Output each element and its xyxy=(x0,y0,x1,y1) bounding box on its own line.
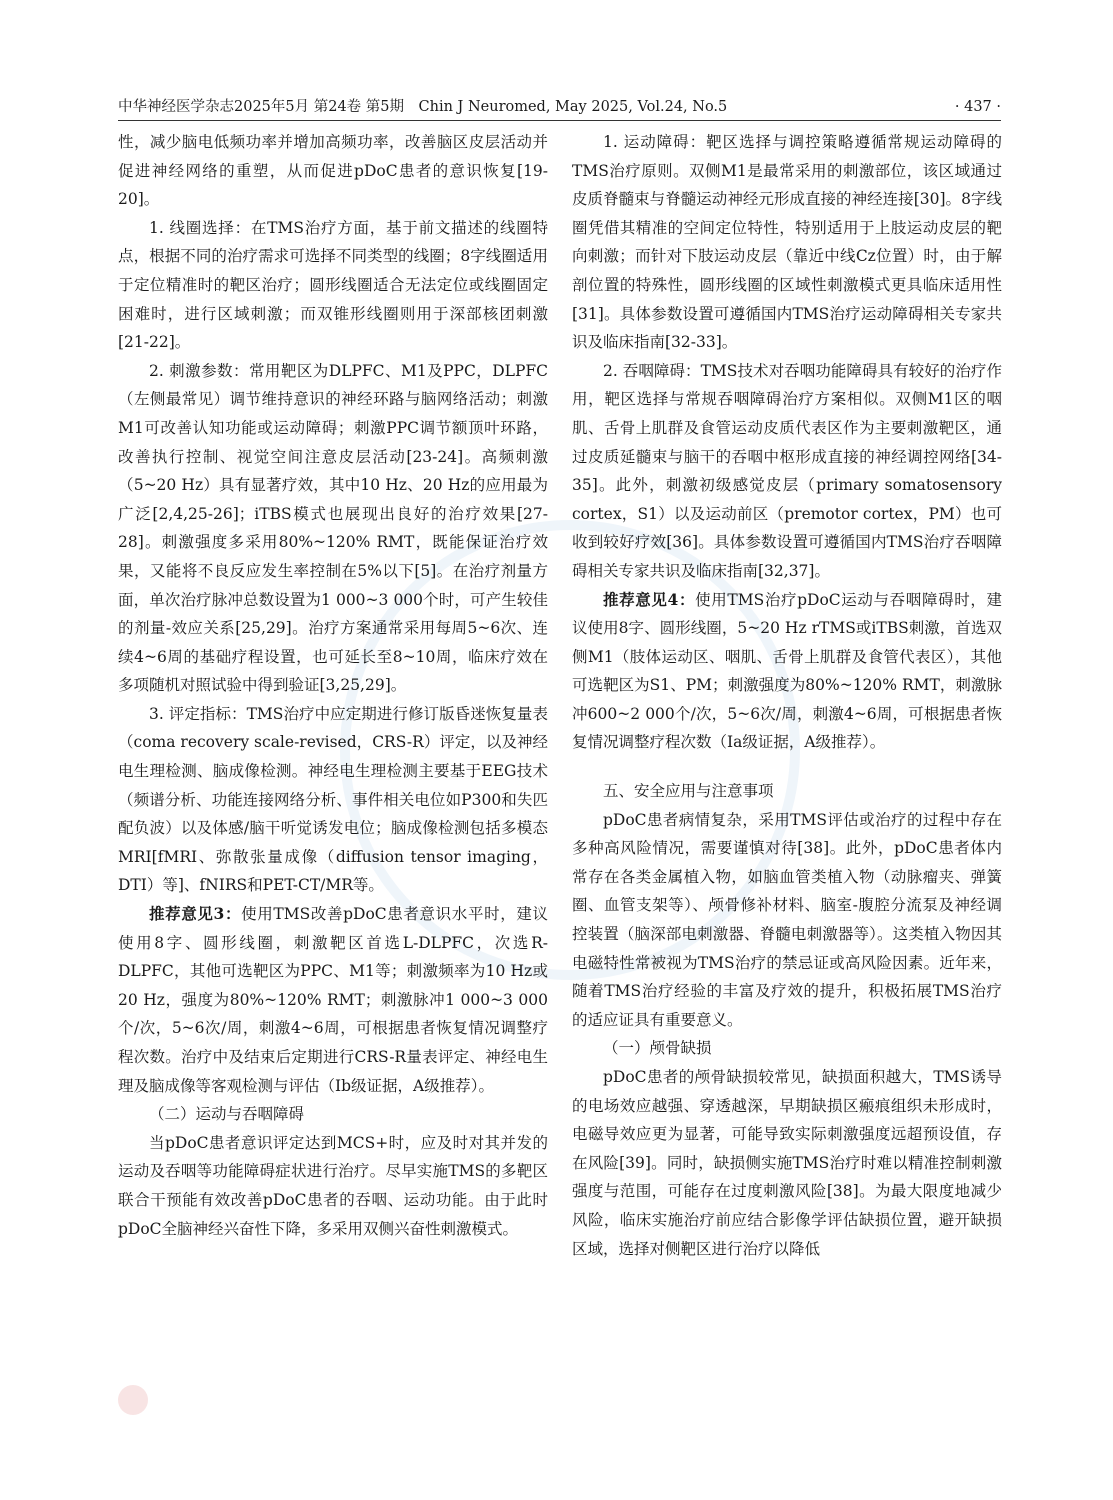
paragraph: 1. 线圈选择：在TMS治疗方面，基于前文描述的线圈特点，根据不同的治疗需求可选择不同类型的线圈；8字线圈适用于定位精准时的靶区治疗；圆形线圈适合无法定位或线圈固定困难时，进行区域刺激；而双锥形线圈则用于深部核团刺激[21-22]。 xyxy=(118,218,548,352)
right-column xyxy=(572,128,1002,1263)
recommendation-label: 推荐意见4： xyxy=(603,589,696,609)
journal-citation: 中华神经医学杂志2025年5月 第24卷 第5期 Chin J Neuromed, May 2025, Vol.24, No.5 xyxy=(118,99,728,115)
paragraph: pDoC患者病情复杂，采用TMS评估或治疗的过程中存在多种高风险情况，需要谨慎对待[38]。此外，pDoC患者体内常存在各类金属植入物，如脑血管类植入物（动脉瘤夹、弹簧圈、血管支架等）、颅骨修补材料、脑室-腹腔分流泵及神经调控装置（脑深部电刺激器、脊髓电刺激器等）。这类植入物因其电磁特性常被视为TMS治疗的禁忌证或高风险因素。近年来，随着TMS治疗经验的丰富及疗效的提升，积极拓展TMS治疗的适应证具有重要意义。 xyxy=(572,810,1002,1029)
running-header xyxy=(118,96,1001,121)
subsection-heading: （二）运动与吞咽障碍 xyxy=(149,1105,305,1124)
paragraph: 2. 刺激参数：常用靶区为DLPFC、M1及PPC，DLPFC（左侧最常见）调节维持意识的神经环路与脑网络活动；刺激M1可改善认知功能或运动障碍；刺激PPC调节额顶叶环路，改善执行控制、视觉空间注意皮层活动[23-24]。高频刺激（5~20 Hz）具有显著疗效，其中10 Hz、20 Hz的应用最为广泛[2,4,25-26]；iTBS模式也展现出良好的治疗效果[27-28]。刺激强度多采用80%~120% RMT，既能保证治疗效果，又能将不良反应发生率控制在5%以下[5]。在治疗剂量方面，单次治疗脉冲总数设置为1 000~3 000个时，可产生较佳的剂量-效应关系[25,29]。治疗方案通常采用每周5~6次、连续4~6周的基础疗程设置，也可延长至8~10周，临床疗效在多项随机对照试验中得到验证[3,25,29]。 xyxy=(118,361,548,695)
recommendation-3 xyxy=(118,900,548,1100)
paragraph: 性，减少脑电低频功率并增加高频功率，改善脑区皮层活动并促进神经网络的重塑，从而促进pDoC患者的意识恢复[19-20]。 xyxy=(118,133,548,209)
section-heading: 五、安全应用与注意事项 xyxy=(603,782,774,801)
publisher-logo xyxy=(118,1385,148,1415)
paragraph: 当pDoC患者意识评定达到MCS+时，应及时对其并发的运动及吞咽等功能障碍症状进行治疗。尽早实施TMS的多靶区联合干预能有效改善pDoC患者的吞咽、运动功能。由于此时pDoC全脑神经兴奋性下降，多采用双侧兴奋性刺激模式。 xyxy=(118,1133,548,1238)
recommendation-4 xyxy=(572,586,1002,758)
paragraph: pDoC患者的颅骨缺损较常见，缺损面积越大，TMS诱导的电场效应越强、穿透越深，早期缺损区瘢痕组织未形成时，电磁导效应更为显著，可能导致实际刺激强度远超预设值，存在风险[39]。同时，缺损侧实施TMS治疗时难以精准控制刺激强度与范围，可能存在过度刺激风险[38]。为最大限度地减少风险，临床实施治疗前应结合影像学评估缺损位置，避开缺损区域，选择对侧靶区进行治疗以降低 xyxy=(572,1068,1002,1258)
paragraph: 1. 运动障碍：靶区选择与调控策略遵循常规运动障碍的TMS治疗原则。双侧M1是最常采用的刺激部位，该区域通过皮质脊髓束与脊髓运动神经元形成直接的神经连接[30]。8字线圈凭借其精准的空间定位特性，特别适用于上肢运动皮层的靶向刺激；而针对下肢运动皮层（靠近中线Cz位置）时，由于解剖位置的特殊性，圆形线圈的区域性刺激模式更具临床适用性[31]。具体参数设置可遵循国内TMS治疗运动障碍相关专家共识及临床指南[32-33]。 xyxy=(572,133,1002,352)
paragraph: 3. 评定指标：TMS治疗中应定期进行修订版昏迷恢复量表（coma recovery scale-revised，CRS-R）评定，以及神经电生理检测、脑成像检测。神经电生理检测主要基于EEG技术（频谱分析、功能连接网络分析、事件相关电位如P300和失匹配负波）以及体感/脑干听觉诱发电位；脑成像检测包括多模态MRI[fMRI、弥散张量成像（diffusion tensor imaging，DTI）等]、fNIRS和PET-CT/MR等。 xyxy=(118,704,548,895)
left-column xyxy=(118,128,548,1243)
recommendation-text: 使用TMS治疗pDoC运动与吞咽障碍时，建议使用8字、圆形线圈，5~20 Hz rTMS或iTBS刺激，首选双侧M1（肢体运动区、咽肌、舌骨上肌群及食管代表区），其他可选靶区为S1、PM；刺激强度为80%~120% RMT，刺激脉冲600~2 000个/次，5~6次/周，刺激4~6周，可根据患者恢复情况调整疗程次数（Ⅰa级证据，A级推荐）。 xyxy=(572,590,1002,752)
recommendation-text: 使用TMS改善pDoC患者意识水平时，建议使用8字、圆形线圈，刺激靶区首选L-DLPFC，次选R-DLPFC，其他可选靶区为PPC、M1等；刺激频率为10 Hz或20 Hz，强度为80%~120% RMT；刺激脉冲1 000~3 000个/次，5~6次/周，刺激4~6周，可根据患者恢复情况调整疗程次数。治疗中及结束后定期进行CRS-R量表评定、神经电生理及脑成像等客观检测与评估（Ⅰb级证据，A级推荐）。 xyxy=(118,905,548,1095)
paragraph: 2. 吞咽障碍：TMS技术对吞咽功能障碍具有较好的治疗作用，靶区选择与常规吞咽障碍治疗方案相似。双侧M1区的咽肌、舌骨上肌群及食管运动皮质代表区作为主要刺激靶区，通过皮质延髓束与脑干的吞咽中枢形成直接的神经调控网络[34-35]。此外，刺激初级感觉皮层（primary somatosensory cortex，S1）以及运动前区（premotor cortex，PM）也可收到较好疗效[36]。具体参数设置可遵循国内TMS治疗吞咽障碍相关专家共识及临床指南[32,37]。 xyxy=(572,361,1002,580)
page-number: · 437 · xyxy=(954,99,1001,115)
recommendation-label: 推荐意见3： xyxy=(149,904,242,924)
subsection-heading: （一）颅骨缺损 xyxy=(603,1039,712,1058)
